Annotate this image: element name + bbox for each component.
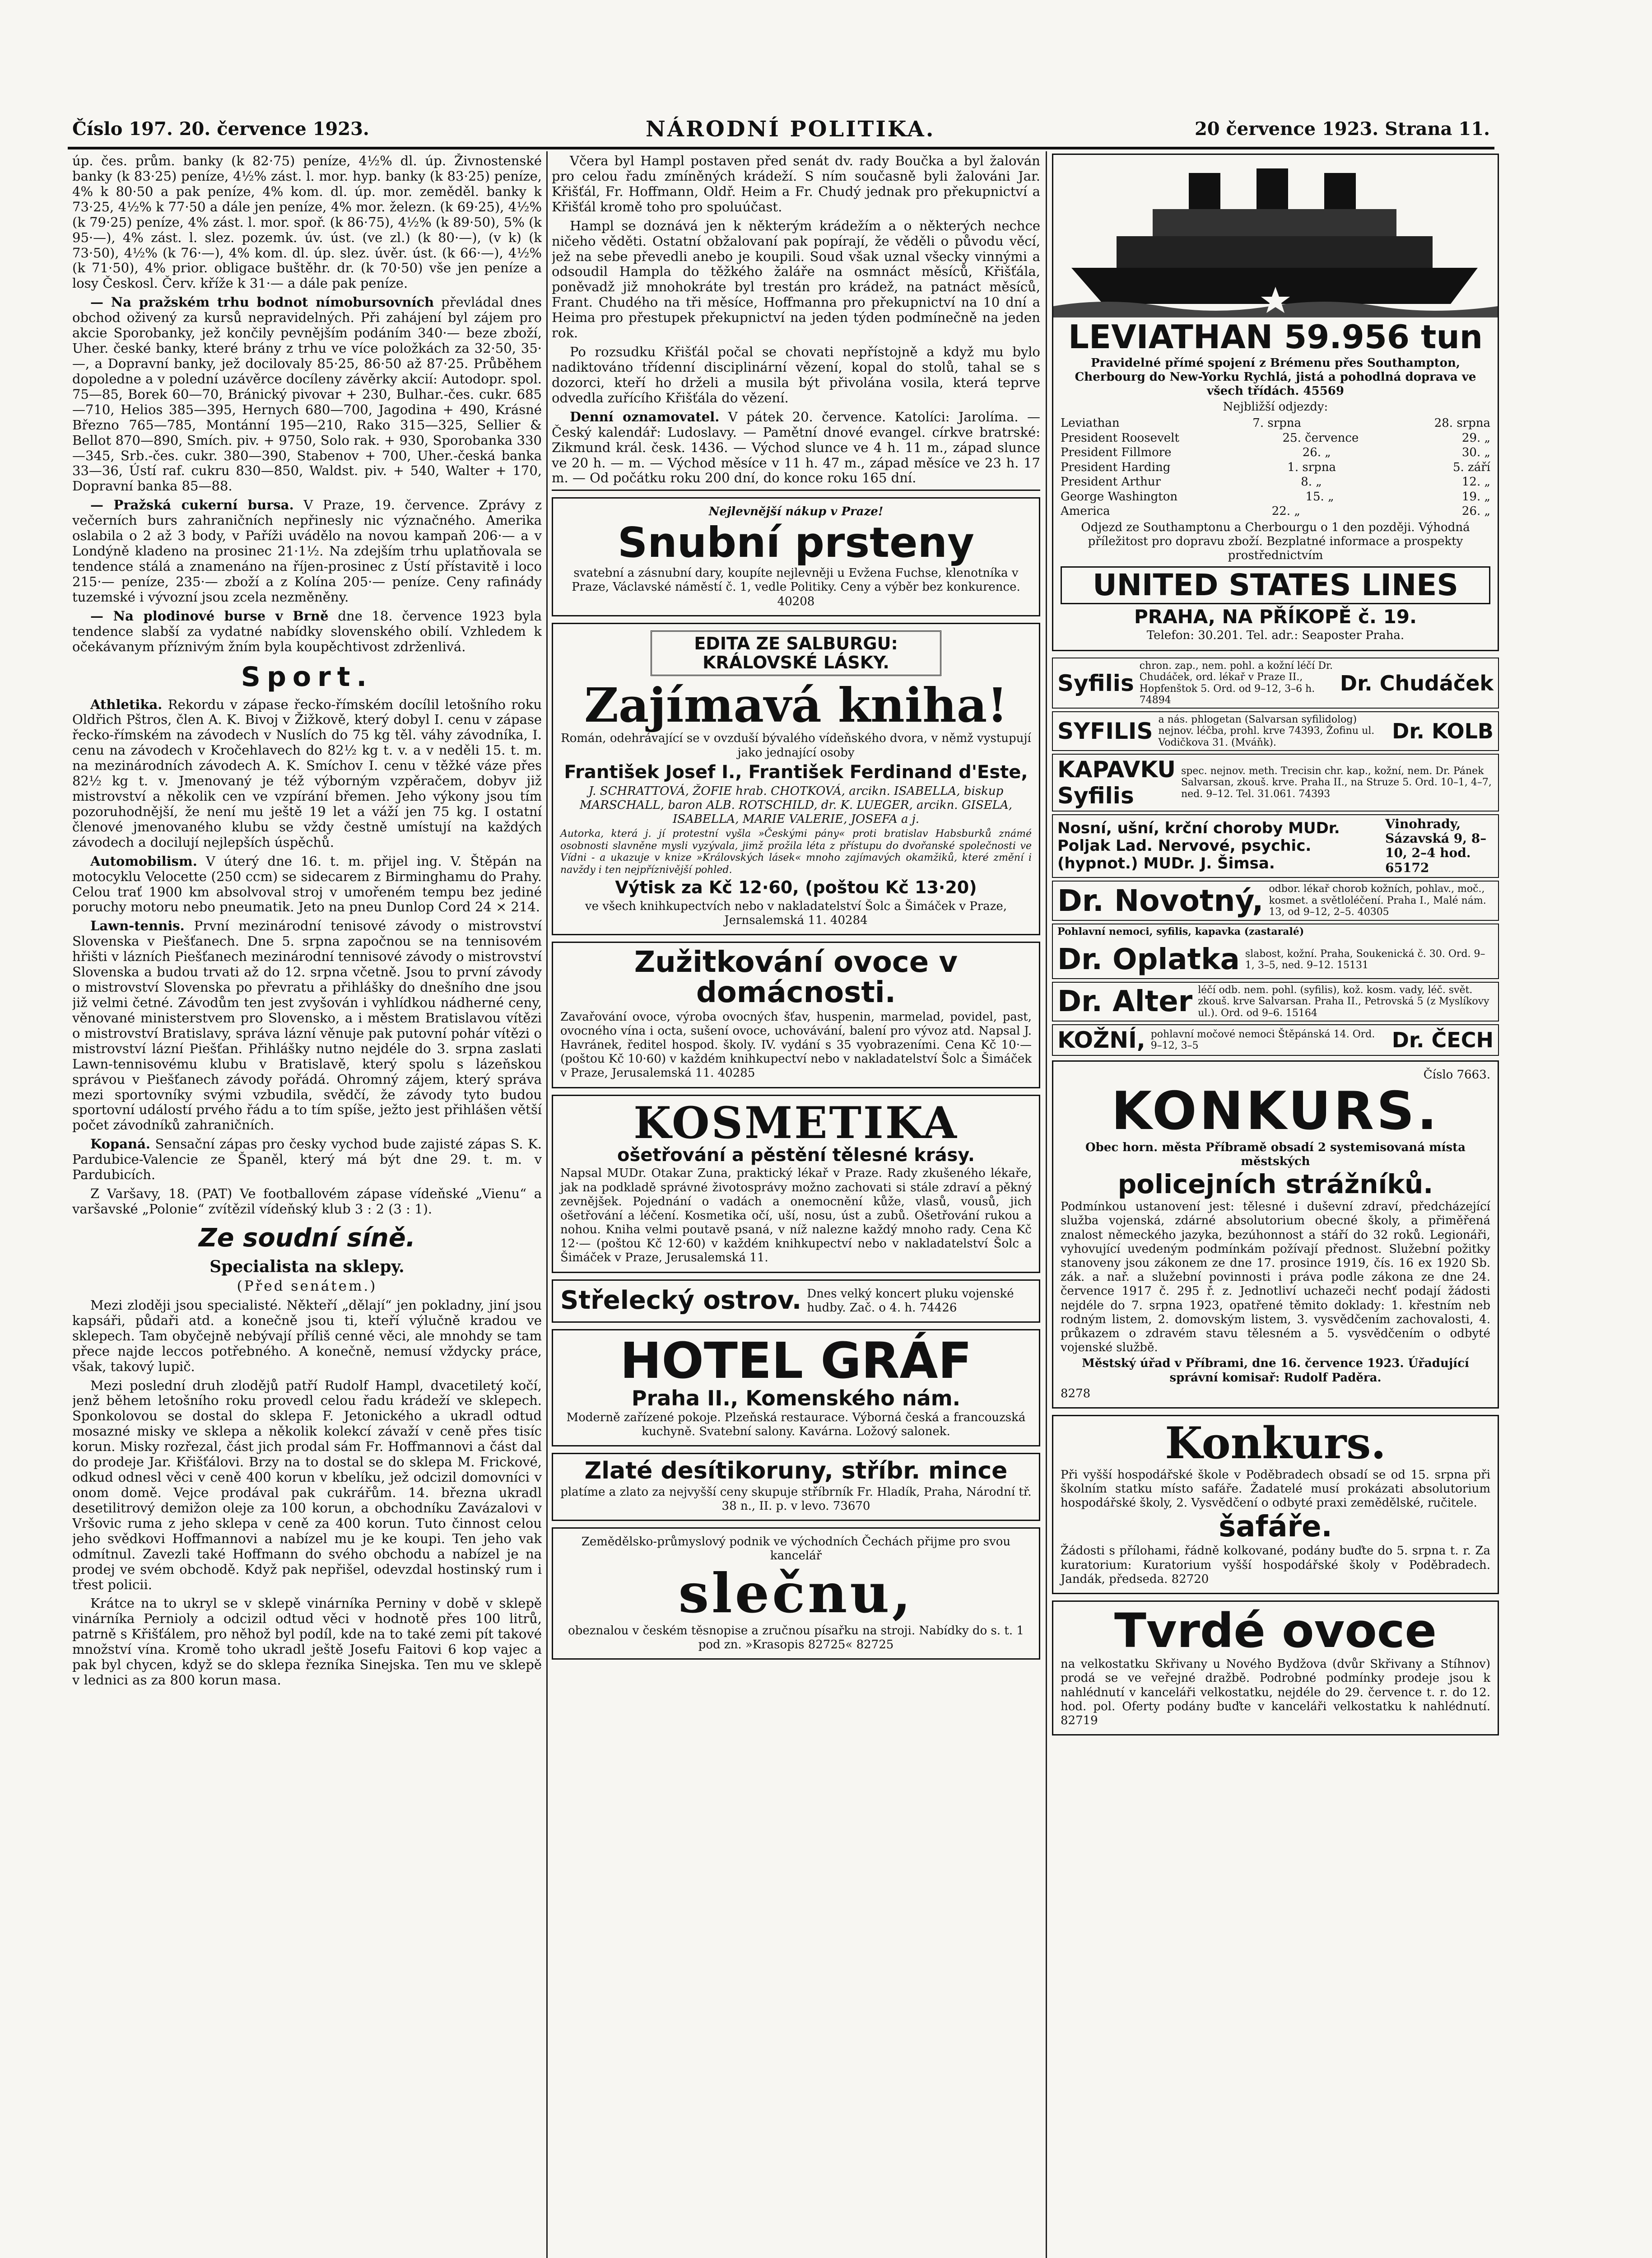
paragraph-text: V Praze, 19. července. Zprávy z večerních burs zahraničních nepřinesly nic význačného. Amerika oslabila o 2 až 3 body, v Paříži uvádělo na novou kampaň 206·— a v Londýně kladeno na prosinec 21·1½. Na zdejším trhu uplatňovala se tendence stálá a znamenáno na říjen-prosinec z Ústí přístavitě i loco 215·— peníze, 235·— zboží a z Kolína 205·— peníze. Ceny rafinády tuzemské i vývozní jsou zcela nezměněny. [72, 497, 542, 605]
paragraph-lead: Lawn-tennis. [90, 918, 185, 934]
article-paragraph [552, 410, 1040, 491]
ad-text: Podmínkou ustanovení jest: tělesné i duševní zdraví, předcházející služba vojenská, zdárné absolutorium obecné školy, a přiměřená znalost německého jazyka, bezúhonnost a stáří do 32 roků. Legionáři, vyhovující uvedeným podmínkám požívají přednost. Služební požitky stanoveny jsou zákonem ze dne 17. prosince 1919, čís. 16 ex 1920 Sb. zák. a nař. a služební povinnosti i práva podle zákona ze dne 24. července 1917 č. 295 ř. z. Jednotliví uchazeči nechť podají žádosti nejdéle do 7. srpna 1923, opatřené těmito doklady: 1. křestním neb rodným listem, 2. domovským listem, 3. vysvědčením zachovalosti, 4. průkazem o zdravém stavu tělesném a 5. vysvědčením o odbyté vojenské službě. [1061, 1200, 1490, 1355]
date-1: 22. „ [1271, 504, 1300, 518]
article-paragraph [72, 854, 542, 915]
article-paragraph: Po rozsudku Křišťál počal se chovati nepřístojně a když mu bylo nadiktováno třídenní disciplinární vězení, kopal do stolů, tahal se s dozorci, kteří ho drželi a musila být přivolána vosila, která teprve odvedla zuřícího Křišťála do vězení. [552, 344, 1040, 406]
ad-doctor-name: Dr. Alter [1057, 985, 1193, 1019]
ad-title: Tvrdé ovoce [1114, 1603, 1437, 1658]
ad-kolb [1052, 711, 1499, 751]
ad-leviathan [1052, 154, 1499, 651]
article-paragraph [72, 609, 542, 655]
table-row [1061, 445, 1490, 460]
company-address: PRAHA, NA PŘÍKOPĚ č. 19. [1134, 605, 1417, 628]
article-paragraph: Mezi zloději jsou specialisté. Někteří „dělají“ jen pokladny, jiní jsou kapsáři, půdaři atd. a konečně jsou ti, kteří výlučně kradou ve sklepech. Tam obyčejně nebývají příliš cenné věci, ale mnohdy se tam přece najde leccos potřebného. A konečně, nemusí vždycky práce, však, takový lupič. [72, 1297, 542, 1374]
table-row [1061, 504, 1490, 519]
table-row [1061, 431, 1490, 446]
date-2: 26. „ [1461, 504, 1490, 518]
date-2: 28. srpna [1434, 416, 1490, 430]
column-divider [1046, 151, 1047, 2258]
paragraph-text: dne 18. července 1923 byla tendence slabší za vydatné nabídky slovenského obilí. Vzhledem k očekávanym příznivým žním byla koupěchtivost zdrženlivá. [72, 608, 542, 654]
ad-text: chron. zap., nem. pohl. a kožní léčí Dr. Chudáček, ord. lékař v Praze II., Hopfenštok 5. Ord. od 9–12, 3–6 h. 74894 [1139, 660, 1333, 706]
ad-doctor-name: Dr. Novotný, [1057, 883, 1264, 918]
ship-name: President Harding [1061, 460, 1171, 474]
ad-text: odbor. lékař chorob kožních, pohlav., moč., kosmet. a světloléčení. Praha I., Malé nám. 13, od 9–12, 2–5. 40305 [1269, 883, 1486, 918]
ad-publisher: ve všech knihkupectvích nebo v nakladatelství Šolc a Šimáček v Praze, Jernsalemská 11. 40284 [585, 899, 1007, 928]
paragraph-lead: Automobilism. [90, 853, 197, 869]
article-paragraph [72, 498, 542, 605]
ad-text: Zemědělsko-průmyslový podnik ve východních Čechách přijme pro svou kancelář [581, 1535, 1011, 1563]
ad-text: Román, odehrávající se v ovzduší bývalého vídeňského dvora, v němž vystupují jako jednající osoby [561, 732, 1031, 760]
ad-text: Nosní, ušní, krční choroby MUDr. Poljak Lad. Nervové, psychic. (hypnot.) MUDr. J. Šimsa. [1057, 819, 1340, 872]
ad-hotel-graf [552, 1329, 1040, 1446]
ad-text: Obec horn. města Příbramě obsadí 2 systemisovaná místa městských [1085, 1140, 1466, 1169]
article-paragraph [72, 697, 542, 850]
ad-panek [1052, 754, 1499, 812]
date-2: 12. „ [1461, 475, 1490, 489]
ad-doctor-name: Dr. ČECH [1391, 1028, 1494, 1052]
ad-title: HOTEL GRÁF [620, 1332, 972, 1390]
ad-price: Výtisk za Kč 12·60, (poštou Kč 13·20) [615, 877, 977, 897]
date-1: 25. července [1282, 431, 1359, 445]
ad-text: Dnes velký koncert pluku vojenské hudby. Zač. o 4. h. 74426 [807, 1287, 1014, 1315]
article-title: Specialista na sklepy. [209, 1257, 405, 1276]
date-1: 15. „ [1305, 490, 1334, 504]
ad-subtitle: ošetřování a pěstění tělesné krásy. [617, 1145, 975, 1166]
ad-alter [1052, 982, 1499, 1022]
ad-text: platíme a zlato za nejvyšší ceny skupuje stříbrník Fr. Hladík, Praha, Národní tř. 38 n., II. p. v levo. 73670 [560, 1485, 1032, 1513]
ad-oplatka [1052, 924, 1499, 979]
ad-slecnu [552, 1527, 1040, 1660]
date-1: 8. „ [1301, 475, 1322, 489]
article-paragraph: Krátce na to ukryl se v sklepě vinárníka Perniny v době v sklepě vinárníka Pernioly a odcizil odtud věci v hodnotě přes 100 litrů, patrně s Křišťálem, pro něhož byl podíl, kde na to také zemi pít takové množství vína. Kromě toho ukradl ještě Josefu Faitovi 6 kop vajec a pak byl chycen, když se do sklepa řezníka Sinejska. Ten mu ve sklepě v lednici as za 800 korun masa. [72, 1596, 542, 1688]
ad-title: KONKURS. [1111, 1081, 1440, 1142]
ad-zuzitkovani-ovoce [552, 942, 1040, 1088]
ad-keyword: SYFILIS [1057, 718, 1153, 745]
ad-text: nejnov. léčba, prohl. krve 74393, Žofinu ul. Vodičkova 31. (Mváňk). [1158, 725, 1375, 748]
ad-keywords [1057, 756, 1176, 809]
paragraph-text: V úterý dne 16. t. m. přijel ing. V. Štěpán na motocyklu Velocette (250 ccm) se sidecarem z Birminghamu do Prahy. Celou trať 1900 km absolvoval stroj v umořeném tempu bez jediné poruchy motoru nebo pneumatik. Jeto na pneu Dunlop Cord 24 × 214. [72, 853, 542, 915]
date-2: 30. „ [1461, 446, 1490, 460]
ad-zajimava-kniha [552, 623, 1040, 936]
ad-text: léčí odb. nem. pohl. (syfilis), kož. kosm. vady, léč. svět. zkouš. krve Salvarsan. Praha II., Petrovská 5 (z Myslíkovy ul.). Ord. od 9–6. 15164 [1198, 984, 1489, 1019]
date-1: 26. „ [1302, 446, 1331, 460]
ad-title: Zlaté desítikoruny, stříbr. mince [584, 1457, 1008, 1485]
ad-text: obeznalou v českém těsnopise a zručnou písařku na stroji. Nabídky do s. t. 1 pod zn. »Krasopis 82725« 82725 [568, 1624, 1024, 1652]
ad-nosni-usni [1052, 814, 1499, 878]
date-2: 19. „ [1461, 490, 1490, 504]
company-name: UNITED STATES LINES [1061, 566, 1490, 604]
ad-text: Zavařování ovoce, výroba ovocných šťav, huspenin, marmelad, povidel, past, ovocného vína i octa, sušení ovoce, uchovávání, balení pro vývoz atd. Napsal J. Havránek, ředitel hospod. školy. IV. vydání s 35 vyobrazeními. Cena Kč 10·— (poštou Kč 10·60) v každém knihkupectví nebo v nakladatelství Šolc a Šimáček v Praze, Jerusalemská 11. 40285 [560, 1010, 1032, 1080]
ad-number: Číslo 7663. [1423, 1068, 1490, 1082]
ship-name: America [1061, 504, 1110, 518]
section-heading-court: Ze soudní síně. [198, 1223, 416, 1253]
ad-text: J. SCHRATTOVÁ, ŽOFIE hrab. CHOTKOVÁ, arcikn. ISABELLA, biskup MARSCHALL, baron ALB. ROTSCHILD, dr. K. LUEGER, arcikn. GISELA, ISABELLA, MARIE VALERIE, JOSEFA a j. [580, 784, 1012, 826]
paragraph-text: V pátek 20. července. Katolíci: Jarolíma. — Český kalendář: Ludoslavy. — Pamětní dnové evangel. církve bratrské: Zikmund král. česk. 1436. — Východ slunce ve 4 h. 11 m., západ slunce ve 20 h. — m. — Východ měsíce v 11 h. 47 m., západ měsíce ve 23 h. 17 m. — Od počátku roku 200 dní, do konce roku 165 dní. [552, 409, 1040, 486]
company-phone: Telefon: 30.201. Tel. adr.: Seaposter Praha. [1146, 628, 1405, 642]
ad-text: a nás. phlogetan (Salvarsan syfilidolog) [1158, 714, 1357, 726]
ad-title: Snubní prsteny [618, 518, 974, 567]
date-2: 29. „ [1461, 431, 1490, 445]
paragraph-text: Rekordu v zápase řecko-římském docílil letošního roku Oldřich Pštros, člen A. K. Bivoj v Žižkově, který dobyl I. cenu v zápase řecko-římském na závodech v Nuslích do 75 kg těl. váhy závodníka, I. cenu na závodech v Kročehlavech do 82½ kg t. v. a v neděli 15. t. m. na mezinárodních závodech A. K. Smíchov I. cenu v těžké váze přes 82½ kg t. v. Jmenovaný je též výborným vzpěračem, dobyv již mistrovství a několik cen ve vzpírání břemen. Jeho výkony jsou tím pozoruhodnější, že není mu ještě 19 let a váží jen 75 kg. I ostatní členové jmenovaného klubu se vždy čestně umístují na každých závodech a docilují nejlepších úspěchů. [72, 696, 542, 850]
column-2 [552, 154, 1040, 2258]
ad-kosmetika [552, 1095, 1040, 1273]
paragraph-lead: Kopaná. [90, 1136, 150, 1152]
ship-name: Leviathan [1061, 416, 1120, 430]
article-paragraph: úp. čes. prům. banky (k 82·75) peníze, 4½% dl. úp. Živnostenské banky (k 83·25) peníze, 4½% zást. l. mor. hyp. banky (k 83·25) peníze, 4% k 80·50 a pak peníze, 4% kom. dl. úp. mor. zeměděl. banky k 73·25, 4½% k 77·50 a dále jen peníze, 4% mor. železn. (k 69·25), 4½% (k 79·25) peníze, 4% zást. l. mor. spoř. (k 86·75), 4½% (k 89·50), 5% (k 95·—), 4% zást. l. slez. pozemk. úv. úst. (ve zl.) (k 80·—), (v k) (k 73·50), 4½% (k 76·—), 4% kom. dl. úp. slez. úvěr. úst. (k 66·—), 4½% (k 71·50), 4% prior. obligace buštěhr. dr. (k 70·50) vše jen peníze a losy Českosl. Červ. kříže k 31·— a dále pak peníze. [72, 154, 542, 291]
table-row [1061, 490, 1490, 504]
ad-keyword: Syfilis [1057, 783, 1134, 809]
table-row [1061, 475, 1490, 490]
ad-doctor-name: Dr. Chudáček [1340, 671, 1494, 695]
ad-title: LEVIATHAN 59.956 tun [1068, 318, 1483, 356]
ad-signature: Městský úřad v Příbrami, dne 16. července 1923. Úřadující správní komisař: Rudolf Paděra. [1082, 1357, 1469, 1385]
paragraph-lead: — Na pražském trhu bodnot nímobursovních [90, 294, 434, 310]
masthead: NÁRODNÍ POLITIKA. [646, 117, 935, 142]
ad-keyword: KOŽNÍ, [1057, 1027, 1145, 1053]
article-paragraph: Z Varšavy, 18. (PAT) Ve footballovém zápase vídeňské „Vienu“ a varšavské „Polonie“ zvítězil vídeňský klub 3 : 2 (3 : 1). [72, 1186, 542, 1217]
paragraph-lead: Athletika. [90, 696, 163, 712]
date-1: 7. srpna [1252, 416, 1302, 430]
ad-text: Pravidelné přímé spojení z Brémenu přes Southampton, Cherbourg do New-Yorku Rychlá, jistá a pohodlná doprava ve všech třídách. 45569 [1075, 356, 1476, 398]
ad-text: Moderně zařízené pokoje. Plzeňská restaurace. Výborná česká a francouzská kuchyně. Svatební salony. Kavárna. Ložový salonek. [566, 1410, 1026, 1439]
ad-names: František Josef I., František Ferdinand d'Este, [564, 761, 1028, 783]
ad-text: svatební a zásnubní dary, koupíte nejlevněji u Evžena Fuchse, klenotníka v Praze, Václavské náměstí č. 1, vedle Politiky. Ceny a výběr bez konkurence. 40208 [572, 566, 1020, 608]
ad-novotny [1052, 881, 1499, 921]
article-paragraph: Mezi poslední druh zlodějů patří Rudolf Hampl, dvacetiletý kočí, jenž během letošního roku provedl celou řadu krádeží ve sklepech. Sponkolovou se dostal do sklepa F. Jetonického a ukradl odtud mosazné misky ve sklepa a několik kolekcí závaží v ceně přes tisíc korun. Misky rozřezal, část jich prodal sám Fr. Hoffmannovi a část dal do prodeje Jar. Křišťálovi. Brzy na to dostal se do sklepa M. Frickové, odkud odnesl věci v ceně 400 korun v kbelíku, jež odcizil domovníci v onom domě. Vejce prodával pak cukrářům. 14. března ukradl desetilitrový demižon oleje za 100 korun, a obchodníku Zavázalovi v Vršovic ruma z jeho sklepa v ceně za 400 korun. Tuto činnost celou jeho svědkovi Hoffmannovi a nabízel mu je ke koupi. Ten jeho vak odmítnul. Zavezli také Hoffmann do svého obchodu a nabízel je na prodej ve svém obchodě. Když pak nepřišel, odevzdal hostinský rum i třest policii. [72, 1377, 542, 1592]
paragraph-text: Sensační zápas pro česky vychod bude zajisté zápas S. K. Pardubice-Valencie ze Španěl, který má být dne 29. t. m. v Pardubicích. [72, 1136, 542, 1183]
ad-title: Zužitkování ovoce v domácnosti. [634, 946, 958, 1010]
paragraph-lead: — Pražská cukerní bursa. [90, 497, 294, 513]
date-1: 1. srpna [1287, 460, 1336, 474]
ad-text: na velkostatku Skřivany u Nového Bydžova (dvůr Skřivany a Stíhnov) prodá se ve veřejné dražbě. Podrobné podmínky prodeje jsou k nahlédnutí v kanceláři velkostatku, nejdéle do 29. července t. r. do 12. hod. pol. Oferty podány buďte v kanceláři velkostatku k nahlédnutí. 82719 [1061, 1657, 1490, 1727]
ad-keyword: šafáře. [1219, 1510, 1332, 1544]
ad-subtitle: Praha II., Komenského nám. [631, 1386, 961, 1410]
column-1 [72, 154, 542, 2258]
ad-title: Zajímavá kniha! [584, 677, 1008, 733]
ad-text: slabost, kožní. Praha, Soukenická č. 30. Ord. 9–1, 3–5, ned. 9–12. 15131 [1245, 948, 1485, 971]
section-heading-sport: Sport. [241, 661, 373, 693]
paragraph-lead: Denní oznamovatel. [570, 409, 720, 425]
ad-tagline: Nejlevnější nákup v Praze! [708, 505, 884, 519]
ad-doctor-name: Dr. KOLB [1392, 719, 1494, 744]
ad-text: Napsal MUDr. Otakar Zuna, praktický lékař v Praze. Rady zkušeného lékaře, jak na podkladě správné životosprávy možno zachovati si stále zdraví a pěkný zevnějšek. Pojednání o vadách a onemocnění kůže, vlasů, vousů, jich ošetřování a léčení. Kosmetika očí, uší, nosu, úst a zubů. Ošetřování rukou a nohou. Kniha velmi poutavě psaná, v níž nalezne každý mnoho rady. Cena Kč 12·— (poštou Kč 12·60) v každém knihkupectví nebo v nakladatelství Šolc a Šimáček v Praze, Jerusalemská 11. [560, 1166, 1032, 1265]
ship-name: President Arthur [1061, 475, 1161, 489]
ad-keyword: KAPAVKU [1057, 756, 1176, 783]
ad-text: pohlavní močové nemoci Štěpánská 14. Ord. 9–12, 3–5 [1150, 1028, 1375, 1051]
ad-cech [1052, 1024, 1499, 1056]
table-row [1061, 416, 1490, 431]
column-divider [546, 151, 548, 2258]
ad-text: Odjezd ze Southamptonu a Cherbourgu o 1 den později. Výhodná příležitost pro dopravu zboží. Bezplatné informace a prospekty prostřednictvím [1081, 520, 1470, 563]
ship-name: President Fillmore [1061, 446, 1172, 460]
ad-chudacek [1052, 658, 1499, 709]
ad-title: KOSMETIKA [633, 1097, 959, 1148]
table-row [1061, 460, 1490, 475]
article-paragraph: Hampl se doznává jen k některým krádežím a o některých nechce ničeho věděti. Ostatní obžalovaní pak popírají, že věděli o původu věcí, jež na sebe převedli anebo je koupili. Soud však uznal všecky vinnými a odsoudil Hampla do těžkého žaláře na osmnáct měsíců, Křišťála, poněvadž již mnohokráte byl trestán pro krádež, na patnáct měsíců, Frant. Chudého na tři měsíce, Hoffmanna pro překupnictví na 10 dní a Heima pro přestupek překupnictví na jeden týden podmínečně na jeden rok. [552, 218, 1040, 341]
page-header [72, 113, 1490, 149]
ad-title: slečnu, [678, 1561, 914, 1625]
ad-keyword: Syfilis [1057, 670, 1134, 696]
ad-text: Žádosti s přílohami, řádně kolkované, podány buďte do 5. srpna t. r. Za kuratorium: Kuratorium vyšší hospodářské školy v Poděbradech. Jandák, předseda. 82720 [1061, 1544, 1490, 1586]
paragraph-text: První mezinárodní tenisové závody o mistrovství Slovenska v Piešťanech. Dne 5. srpna započnou se na tennisovém hřišti v lázních Piešťanech mezinárodní tennisové závody o mistrovství Slovenska a budou trvati až do 12. srpna včetně. Jsou to první závody o mistrovství Slovenska po převratu a přihlášky do dnešního dne jsou již velmi četné. Závodům ten jest zvyšován i vyhlídkou nádherné ceny, věnované ministerstvem pro Slovensko, a i městem Bratislavou vítězi o mistrovství Bratislavy, správa lázní věnuje pak putovní pohár vítězi o mistrovství lázní Piešťan. Přihlášky nutno nejdéle do 3. srpna zaslati Lawn-tennisovému klubu v Bratislavě, který spolu s lázeňskou správou v Piešťanech závody pořádá. Ohromný zájem, který správa mezi sportovníky svými vzbudila, svědčí, že závody tyto budou sportovní událostí prvého řádu a to tím spíše, ježto jest přihlášen větší počet závodníků zahraničních. [72, 918, 542, 1133]
paragraph-lead: — Na plodinové burse v Brně [90, 608, 329, 624]
ad-title: Konkurs. [1165, 1417, 1386, 1469]
issue-number: Číslo 197. 20. července 1923. [72, 118, 369, 140]
ad-strelecky-ostrov [552, 1279, 1040, 1323]
ad-konkurs-pribram [1052, 1060, 1499, 1409]
ad-subtitle: policejních strážníků. [1117, 1169, 1433, 1200]
ad-doctor-name: Dr. Oplatka [1057, 943, 1240, 977]
ad-text: Vinohrady, Sázavská 9, 8–10, 2–4 hod. 65172 [1385, 816, 1487, 875]
page-date: 20 července 1923. Strana 11. [1194, 118, 1490, 140]
ad-text-wrap [1158, 714, 1387, 748]
article-paragraph [72, 919, 542, 1133]
ad-number: 8278 [1061, 1386, 1091, 1400]
ship-name: George Washington [1061, 490, 1178, 504]
ad-tvrde-ovoce [1052, 1600, 1499, 1735]
paragraph-text: převládal dnes obchod oživený za kursů nepravidelných. Při zahájení byl zájem pro akcie Sporobanky, jež končily pevnějším podáním 340·— beze zboží, Uher. české banky, které brány z trhu ve více položkách za 32·50, 35·—, a Dopravní banky, jež docilovaly 85·25, 86·50 až 87·25. Průběhem dopoledne a v polední uzávěrce docíleny závěrky akcií: Autodopr. spol. 75—85, Borek 60—70, Bránický pivovar + 230, Bulhar.-čes. cukr. 685—710, Helios 385—395, Hernych 680—700, Jagodina + 490, Krásné Březno 765—785, Montánní 195—210, Rako 315—325, Sellier & Bellot 870—890, Smích. piv. + 9750, Solo rak. + 930, Sporobanka 330—345, Srb.-čes. cukr. 380—390, Stabenov + 700, Uher.-česká banka 33—36, Ústí raf. cukru 830—850, Waldst. piv. + 540, Walter + 170, Dopravní banka 85—88. [72, 294, 542, 494]
article-paragraph: Včera byl Hampl postaven před senát dv. rady Boučka a byl žalován pro celou řadu zmíněných krádeží. S ním současně byli žalováni Jar. Křišťál, Fr. Hoffmann, Oldř. Heim a Fr. Chudý jednak pro překupnictví a Křišťál kromě toho pro spoluúčast. [552, 154, 1040, 215]
ad-subtitle: Nejbližší odjezdy: [1223, 400, 1328, 414]
ship-name: President Roosevelt [1061, 431, 1179, 445]
ad-snubni-prsteny [552, 497, 1040, 616]
ship-illustration [1053, 155, 1498, 317]
article-paragraph [72, 295, 542, 494]
ad-text: Autorka, která j. jí protestní vyšla »Českými pány« proti bratislav Habsburků známé osobnosti slavněne mysli vyzývala, jimž prožila léta z přístupu do dvořanské společnosti ve Vídni - a ukazuje v knize »Královských lásek« mnoho zajímavých okamžiků, které změní i navždy i ten nejpříznivější pohled. [560, 828, 1032, 876]
ad-title: Střelecký ostrov. [560, 1286, 802, 1316]
ad-text: Pohlavní nemoci, syfilis, kapavka (zastaralé) [1057, 925, 1304, 938]
ad-text: Při vyšší hospodářské škole v Poděbradech obsadí se od 15. srpna při školním statku místo safáře. Žadatelé musí prokázati absolutorium hospodářské školy, 2. Vysvědčení o odbyté praxi zemědělské, ručitele. [1061, 1468, 1490, 1510]
ad-zlate-desitikoruny [552, 1453, 1040, 1521]
column-3 [1052, 154, 1499, 2258]
ad-konkurs-podebrady [1052, 1415, 1499, 1594]
article-subtitle: (Před senátem.) [237, 1278, 377, 1294]
date-2: 5. září [1452, 460, 1490, 474]
header-rule [68, 147, 1494, 149]
ad-text: spec. nejnov. meth. Trecisin chr. kap., kožní, nem. Dr. Pánek Salvarsan, zkouš. krve. Praha II., na Struze 5. Ord. 10–1, 4–7, ned. 9–12. Tel. 31.061. 74393 [1181, 765, 1492, 800]
sailing-table [1061, 416, 1490, 519]
article-paragraph [72, 1137, 542, 1183]
ad-book-title-box: EDITA ZE SALBURGU: KRÁLOVSKÉ LÁSKY. [651, 630, 941, 676]
